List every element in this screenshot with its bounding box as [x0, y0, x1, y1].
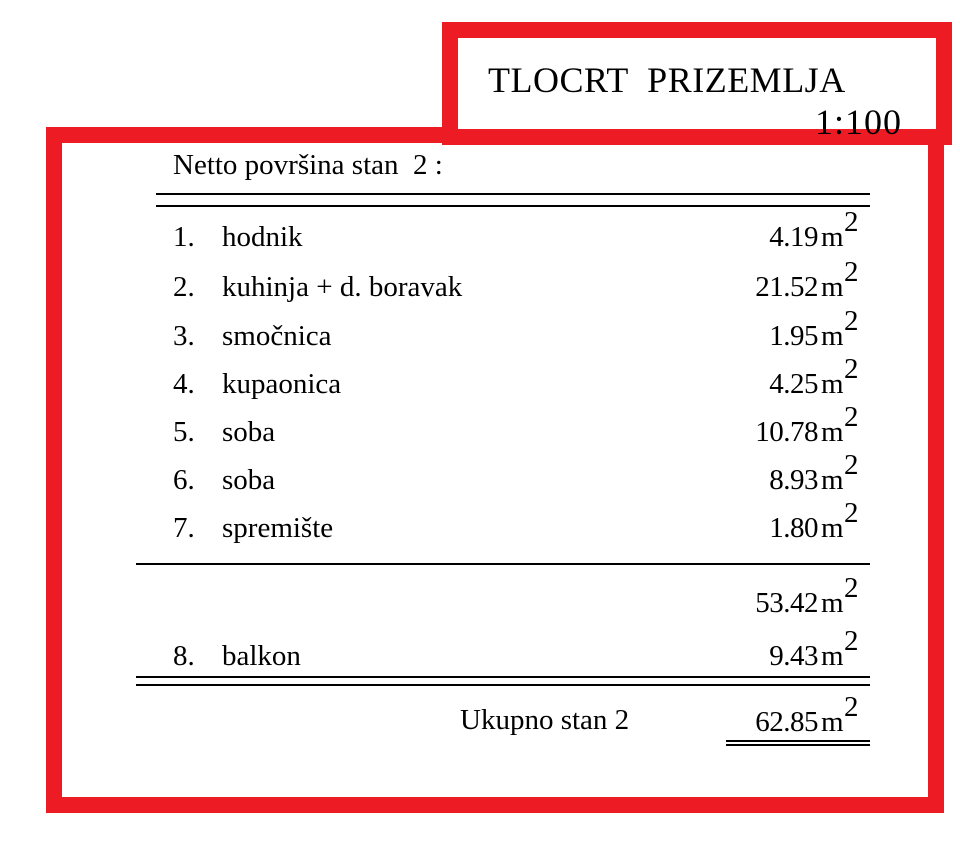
balcony-area: 9.43 $m^2$	[769, 625, 858, 672]
room-area: 1.95 $m^2$	[769, 305, 858, 352]
room-name: balkon	[222, 640, 301, 672]
table-row	[136, 497, 870, 545]
room-area: 4.19 $m^2$	[769, 206, 858, 253]
room-area: 21.52 $m^2$	[755, 256, 858, 303]
total-underline-top	[726, 740, 870, 742]
room-name: spremište	[222, 512, 334, 544]
row-number: 6.	[173, 464, 195, 496]
total-area: 62.85 $m^2$	[755, 691, 858, 738]
table-row	[136, 353, 870, 401]
room-name: kuhinja + d. boravak	[222, 271, 463, 303]
room-name: smočnica	[222, 320, 332, 352]
row-number: 5.	[173, 416, 195, 448]
header-rule-top	[156, 193, 870, 195]
row-number: 4.	[173, 368, 195, 400]
room-area: 10.78 $m^2$	[755, 401, 858, 448]
table-row	[136, 256, 870, 304]
total-label: Ukupno stan 2	[460, 704, 630, 736]
subtotal-rule	[136, 563, 870, 565]
row-number: 3.	[173, 320, 195, 352]
subtotal-row	[136, 572, 870, 620]
room-area: 1.80 $m^2$	[769, 497, 858, 544]
room-name: soba	[222, 416, 276, 448]
row-number: 1.	[173, 221, 195, 253]
drawing-title: TLOCRT PRIZEMLJA	[488, 60, 846, 100]
room-name: hodnik	[222, 221, 303, 253]
drawing-scale: 1:100	[814, 102, 902, 142]
row-number: 7.	[173, 512, 195, 544]
total-underline-bottom	[726, 744, 870, 746]
table-row	[136, 401, 870, 449]
room-area: 8.93 $m^2$	[769, 449, 858, 496]
room-name: kupaonica	[222, 368, 342, 400]
header-rule-bottom	[156, 205, 870, 207]
table-row	[136, 449, 870, 497]
row-number: 8.	[173, 640, 195, 672]
table-heading: Netto površina stan 2 :	[173, 149, 443, 181]
table-row	[136, 206, 870, 254]
table-row	[136, 305, 870, 353]
total-row	[136, 691, 870, 739]
row-number: 2.	[173, 271, 195, 303]
total-rule-top	[136, 676, 870, 678]
total-rule-bottom	[136, 684, 870, 686]
room-area: 4.25 $m^2$	[769, 353, 858, 400]
subtotal-area: 53.42 $m^2$	[755, 572, 858, 619]
balcony-row	[136, 625, 870, 673]
room-name: soba	[222, 464, 276, 496]
title-block-frame	[442, 22, 952, 145]
